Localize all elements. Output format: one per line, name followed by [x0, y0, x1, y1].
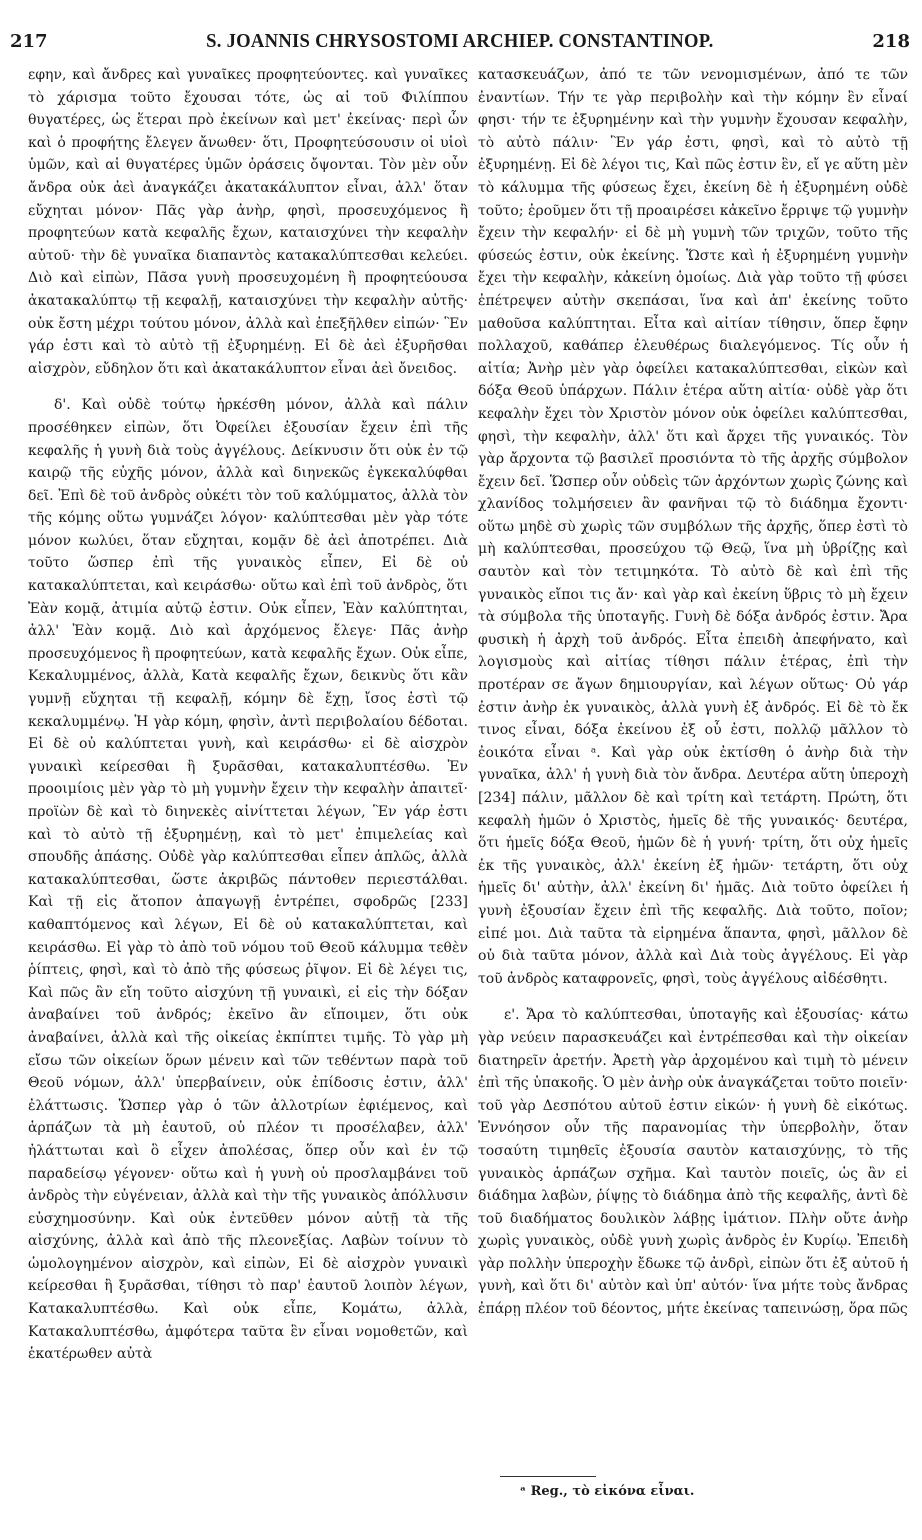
- right-paragraph: κατασκευάζων, ἀπό τε τῶν νενομισμένων, ἀπό τε τῶν ἐναντίων. Τήν τε γὰρ περιβολὴν καὶ τὴν κόμην ἓν εἶναί φησι· τήν τε ἐξυρημένην καὶ τὴν γυμνὴν ἔχουσαν κεφαλὴν, τὸ αὐτὸ πάλιν· Ἓν γάρ ἐστι, φησὶ, καὶ τὸ αὐτὸ τῇ ἐξυρημένῃ. Εἰ δὲ λέγοι τις, Καὶ πῶς ἐστιν ἓν, εἴ γε αὕτη μὲν τὸ κάλυμμα τῆς φύσεως ἔχει, ἐκείνη δὲ ἡ ἐξυρημένη οὐδὲ τοῦτο; ἐροῦμεν ὅτι τῇ προαιρέσει κἀκεῖνο ἔρριψε τῷ γυμνὴν ἔχειν τὴν κεφαλήν· εἰ δὲ μὴ γυμνὴ τῶν τριχῶν, τοῦτο τῆς φύσεώς ἐστιν, οὐκ ἐκείνης. Ὥστε καὶ ἡ ἐξυρημένη γυμνὴν ἔχει τὴν κεφαλὴν, κἀκείνη ὁμοίως. Διὰ γὰρ τοῦτο τῇ φύσει ἐπέτρεψεν αὐτὴν σκεπάσαι, ἵνα καὶ ἀπ' ἐκείνης τοῦτο μαθοῦσα καλύπτηται. Εἶτα καὶ αἰτίαν τίθησιν, ὅπερ ἔφην πολλαχοῦ, καθάπερ ἐλευθέρως διαλεγόμενος. Τίς οὖν ἡ αἰτία; Ἀνὴρ μὲν γὰρ ὀφείλει κατακαλύπτεσθαι, εἰκὼν καὶ δόξα Θεοῦ ὑπάρχων. Πάλιν ἑτέρα αὕτη αἰτία· οὐδὲ γὰρ ὅτι κεφαλὴν ἔχει τὸν Χριστὸν μόνον οὐκ ὀφείλει καλύπτεσθαι, φησὶ, τὴν κεφαλὴν, ἀλλ' ὅτι καὶ ἄρχει τῆς γυναικός. Τὸν γὰρ ἄρχοντα τῷ βασιλεῖ προσιόντα τὸ τῆς ἀρχῆς σύμβολον ἔχειν δεῖ. Ὥσπερ οὖν οὐδεὶς τῶν ἀρχόντων χωρὶς ζώνης καὶ χλανίδος τολμήσειεν ἂν φανῆναι τῷ τὸ διάδημα ἔχοντι· οὕτω μηδὲ σὺ χωρὶς τῶν συμβόλων τῆς ἀρχῆς, ὅπερ ἐστὶ τὸ μὴ καλύπτεσθαι, προσεύχου τῷ Θεῷ, ἵνα μὴ ὑβρίζῃς καὶ σαυτὸν καὶ τὸν τετιμηκότα. Τὸ αὐτὸ δὲ καὶ ἐπὶ τῆς γυναικὸς εἴποι τις ἄν· καὶ γὰρ καὶ ἐκείνη ὕβρις τὸ μὴ ἔχειν τὰ σύμβολα τῆς ὑποταγῆς. Γυνὴ δὲ δόξα ἀνδρός ἐστιν. Ἄρα φυσικὴ ἡ ἀρχὴ τοῦ ἀνδρός. Εἶτα ἐπειδὴ ἀπεφήνατο, καὶ λογισμοὺς καὶ αἰτίας τίθησι πάλιν ἑτέρας, ἐπὶ τὴν προτέραν σε ἄγων δημιουργίαν, καὶ λέγων οὕτως· Οὐ γάρ ἐστιν ἀνὴρ ἐκ γυναικὸς, ἀλλὰ γυνὴ ἐξ ἀνδρός. Εἰ δὲ τὸ ἔκ τινος εἶναι, δόξα ἐκείνου ἐξ οὗ ἐστι, πολλῷ μᾶλλον τὸ ἐοικότα εἶναι ᵃ. Καὶ γὰρ οὐκ ἐκτίσθη ὁ ἀνὴρ διὰ τὴν γυναῖκα, ἀλλ' ἡ γυνὴ διὰ τὸν ἄνδρα. Δευτέρα αὕτη ὑπεροχὴ [234] πάλιν, μᾶλλον δὲ καὶ τρίτη καὶ τετάρτη. Πρώτη, ὅτι κεφαλὴ ἡμῶν ὁ Χριστὸς, ἡμεῖς δὲ τῆς γυναικός· δευτέρα, ὅτι ἡμεῖς δόξα Θεοῦ, ἡμῶν δὲ ἡ γυνή· τρίτη, ὅτι οὐχ ἡμεῖς ἐκ τῆς γυναικὸς, ἀλλ' ἐκείνη ἐξ ἡμῶν· τετάρτη, ὅτι οὐχ ἡμεῖς δι' αὐτὴν, ἀλλ' ἐκείνη δι' ἡμᾶς. Διὰ τοῦτο ὀφείλει ἡ γυνὴ ἐξουσίαν ἔχειν ἐπὶ τῆς κεφαλῆς. Διὰ τοῦτο, ποῖον; εἰπέ μοι. Διὰ ταῦτα τὰ εἰρημένα ἅπαντα, φησὶ, μᾶλλον δὲ οὐ διὰ ταῦτα μόνον, ἀλλὰ καὶ Διὰ τοὺς ἀγγέλους. Εἰ γὰρ τοῦ ἀνδρὸς καταφρονεῖς, φησὶ, τοὺς ἀγγέλους αἰδέσθητι.: [478, 67, 908, 987]
- right-paragraph: ε'. Ἄρα τὸ καλύπτεσθαι, ὑποταγῆς καὶ ἐξουσίας· κάτω γὰρ νεύειν παρασκευάζει καὶ ἐντρέπεσθαι καὶ τὴν οἰκείαν διατηρεῖν ἀρετήν. Ἀρετὴ γὰρ ἀρχομένου καὶ τιμὴ τὸ μένειν ἐπὶ τῆς ὑπακοῆς. Ὁ μὲν ἀνὴρ οὐκ ἀναγκάζεται τοῦτο ποιεῖν· τοῦ γὰρ Δεσπότου αὐτοῦ ἐστιν εἰκών· ἡ γυνὴ δὲ εἰκότως. Ἐννόησον οὖν τῆς παρανομίας τὴν ὑπερβολὴν, ὅταν τοσαύτη τιμηθεῖς ἐξουσία σαυτὸν καταισχύνῃς, τὸ τῆς γυναικὸς ἁρπάζων σχῆμα. Καὶ ταυτὸν ποιεῖς, ὡς ἂν εἰ διάδημα λαβὼν, ῥίψῃς τὸ διάδημα ἀπὸ τῆς κεφαλῆς, ἀντὶ δὲ τοῦ διαδήματος δουλικὸν λάβῃς ἱμάτιον. Πλὴν οὔτε ἀνὴρ χωρὶς γυναικὸς, οὐδὲ γυνὴ χωρὶς ἀνδρὸς ἐν Κυρίῳ. Ἐπειδὴ γὰρ πολλὴν ὑπεροχὴν ἔδωκε τῷ ἀνδρὶ, εἰπὼν ὅτι ἐξ αὐτοῦ ἡ γυνὴ, καὶ ὅτι δι' αὐτὸν καὶ ὑπ' αὐτόν· ἵνα μήτε τοὺς ἄνδρας ἐπάρῃ πλέον τοῦ δέοντος, μήτε ἐκείνας ταπεινώσῃ, ὅρα πῶς: [478, 1007, 908, 1318]
- right-page-number: 218: [872, 31, 910, 52]
- right-column: [478, 64, 908, 1510]
- running-title: S. JOANNIS CHRYSOSTOMI ARCHIEP. CONSTANTINOP.: [206, 30, 714, 52]
- left-paragraph: εφην, καὶ ἄνδρες καὶ γυναῖκες προφητεύοντες. καὶ γυναῖκες τὸ χάρισμα τοῦτο ἔχουσαι τότε, ὡς αἱ τοῦ Φιλίππου θυγατέρες, ὡς ἕτεραι πρὸ ἐκείνων καὶ μετ' ἐκείνας· περὶ ὧν καὶ ὁ προφήτης ἔλεγεν ἄνωθεν· ὅτι, Προφητεύσουσιν οἱ υἱοὶ ὑμῶν, καὶ αἱ θυγατέρες ὑμῶν ὁράσεις ὄψονται. Τὸν μὲν οὖν ἄνδρα οὐκ ἀεὶ ἀναγκάζει ἀκατακάλυπτον εἶναι, ἀλλ' ὅταν εὔχηται μόνον· Πᾶς γὰρ ἀνὴρ, φησὶ, προσευχόμενος ἢ προφητεύων κατὰ κεφαλῆς ἔχων, καταισχύνει τὴν κεφαλὴν αὐτοῦ· τὴν δὲ γυναῖκα διαπαντὸς κατακαλύπτεσθαι κελεύει. Διὸ καὶ εἰπὼν, Πᾶσα γυνὴ προσευχομένη ἢ προφητεύουσα ἀκατακαλύπτῳ τῇ κεφαλῇ, καταισχύνει τὴν κεφαλὴν αὐτῆς· οὐκ ἔστη μέχρι τούτου μόνον, ἀλλὰ καὶ ἐπεξῆλθεν εἰπών· Ἓν γάρ ἐστι καὶ τὸ αὐτὸ τῇ ἐξυρημένῃ. Εἰ δὲ ἀεὶ ἐξυρῆσθαι αἰσχρὸν, εὔδηλον ὅτι καὶ ἀκατακάλυπτον εἶναι ἀεὶ ὄνειδος.: [28, 67, 468, 377]
- footnote-divider: [500, 1476, 596, 1477]
- running-header: [10, 30, 910, 58]
- left-column: [28, 64, 468, 1510]
- left-paragraph: δ'. Καὶ οὐδὲ τούτῳ ἠρκέσθη μόνον, ἀλλὰ καὶ πάλιν προσέθηκεν εἰπὼν, ὅτι Ὀφείλει ἐξουσίαν ἔχειν ἐπὶ τῆς κεφαλῆς ἡ γυνὴ διὰ τοὺς ἀγγέλους. Δείκνυσιν ὅτι οὐκ ἐν τῷ καιρῷ τῆς εὐχῆς μόνον, ἀλλὰ καὶ διηνεκῶς ἐγκεκαλύφθαι δεῖ. Ἐπὶ δὲ τοῦ ἀνδρὸς οὐκέτι τὸν τοῦ καλύμματος, ἀλλὰ τὸν τῆς κόμης οὕτω γυμνάζει λόγον· καλύπτεσθαι μὲν γὰρ τότε μόνον κωλύει, ὅταν εὔχηται, κομᾷν δὲ ἀεὶ ἀποτρέπει. Διὰ τοῦτο ὥσπερ ἐπὶ τῆς γυναικὸς εἶπεν, Εἰ δὲ οὐ κατακαλύπτεται, καὶ κειράσθω· οὕτω καὶ ἐπὶ τοῦ ἀνδρὸς, ὅτι Ἐὰν κομᾷ, ἀτιμία αὐτῷ ἐστιν. Οὐκ εἶπεν, Ἐὰν καλύπτηται, ἀλλ' Ἐὰν κομᾷ. Διὸ καὶ ἀρχόμενος ἔλεγε· Πᾶς ἀνὴρ προσευχόμενος ἢ προφητεύων, κατὰ κεφαλῆς ἔχων. Οὐκ εἶπε, Κεκαλυμμένος, ἀλλὰ, Κατὰ κεφαλῆς ἔχων, δεικνὺς ὅτι κἂν γυμνῇ εὔχηται τῇ κεφαλῇ, κόμην δὲ ἔχῃ, ἴσος ἐστὶ τῷ κεκαλυμμένῳ. Ἡ γὰρ κόμη, φησὶν, ἀντὶ περιβολαίου δέδοται. Εἰ δὲ οὐ καλύπτεται γυνὴ, καὶ κειράσθω· εἰ δὲ αἰσχρὸν γυναικὶ κείρεσθαι ἢ ξυρᾶσθαι, κατακαλυπτέσθω. Ἐν προοιμίοις μὲν γὰρ τὸ μὴ γυμνὴν ἔχειν τὴν κεφαλὴν ἀπαιτεῖ· προϊὼν δὲ καὶ τὸ διηνεκὲς αἰνίττεται λέγων, Ἓν γάρ ἐστι καὶ τὸ αὐτὸ τῇ ἐξυρημένῃ, καὶ τὸ μετ' ἐπιμελείας καὶ σπουδῆς ἁπάσης. Οὐδὲ γὰρ καλύπτεσθαι εἶπεν ἁπλῶς, ἀλλὰ κατακαλύπτεσθαι, ὥστε ἀκριβῶς πάντοθεν περιεστάλθαι. Καὶ τῇ εἰς ἄτοπον ἀπαγωγῇ ἐντρέπει, σφοδρῶς [233] καθαπτόμενος καὶ λέγων, Εἰ δὲ οὐ κατακαλύπτεται, καὶ κειράσθω. Εἰ γὰρ τὸ ἀπὸ τοῦ νόμου τοῦ Θεοῦ κάλυμμα τεθὲν ῥίπτεις, φησὶ, καὶ τὸ ἀπὸ τῆς φύσεως ῥῖψον. Εἰ δὲ λέγει τις, Καὶ πῶς ἂν εἴη τοῦτο αἰσχύνη τῇ γυναικὶ, εἰ εἰς τὴν δόξαν ἀναβαίνει τοῦ ἀνδρός; ἐκεῖνο ἂν εἴποιμεν, ὅτι οὐκ ἀναβαίνει, ἀλλὰ καὶ τῆς οἰκείας ἐκπίπτει τιμῆς. Τὸ γὰρ μὴ εἴσω τῶν οἰκείων ὅρων μένειν καὶ τῶν τεθέντων παρὰ τοῦ Θεοῦ νόμων, ἀλλ' ὑπερβαίνειν, οὐκ ἐπίδοσις ἐστιν, ἀλλ' ἐλάττωσις. Ὥσπερ γὰρ ὁ τῶν ἀλλοτρίων ἐφιέμενος, καὶ ἁρπάζων τὰ μὴ ἑαυτοῦ, οὐ πλέον τι προσέλαβεν, ἀλλ' ἠλάττωται καὶ ὃ εἶχεν ἀπολέσας, ὅπερ οὖν καὶ ἐν τῷ παραδείσῳ γέγονεν· οὕτω καὶ ἡ γυνὴ οὐ προσλαμβάνει τοῦ ἀνδρὸς τὴν εὐγένειαν, ἀλλὰ καὶ τὴν τῆς γυναικὸς ἀπόλλυσιν εὐσχημοσύνην. Καὶ οὐκ ἐντεῦθεν μόνον αὐτῇ τὰ τῆς αἰσχύνης, ἀλλὰ καὶ ἀπὸ τῆς πλεονεξίας. Λαβὼν τοίνυν τὸ ὡμολογημένον αἰσχρὸν, καὶ εἰπὼν, Εἰ δὲ αἰσχρὸν γυναικὶ κείρεσθαι ἢ ξυρᾶσθαι, τίθησι τὸ παρ' ἑαυτοῦ λοιπὸν λέγων, Κατακαλυπτέσθω. Καὶ οὐκ εἶπε, Κομάτω, ἀλλὰ, Κατακαλυπτέσθω, ἀμφότερα ταῦτα ἓν εἶναι νομοθετῶν, καὶ ἑκατέρωθεν αὐτὰ: [28, 397, 468, 1363]
- footnote: ᵃ Reg., τὸ εἰκόνα εἶναι.: [520, 1484, 695, 1499]
- left-page-number: 217: [10, 31, 48, 52]
